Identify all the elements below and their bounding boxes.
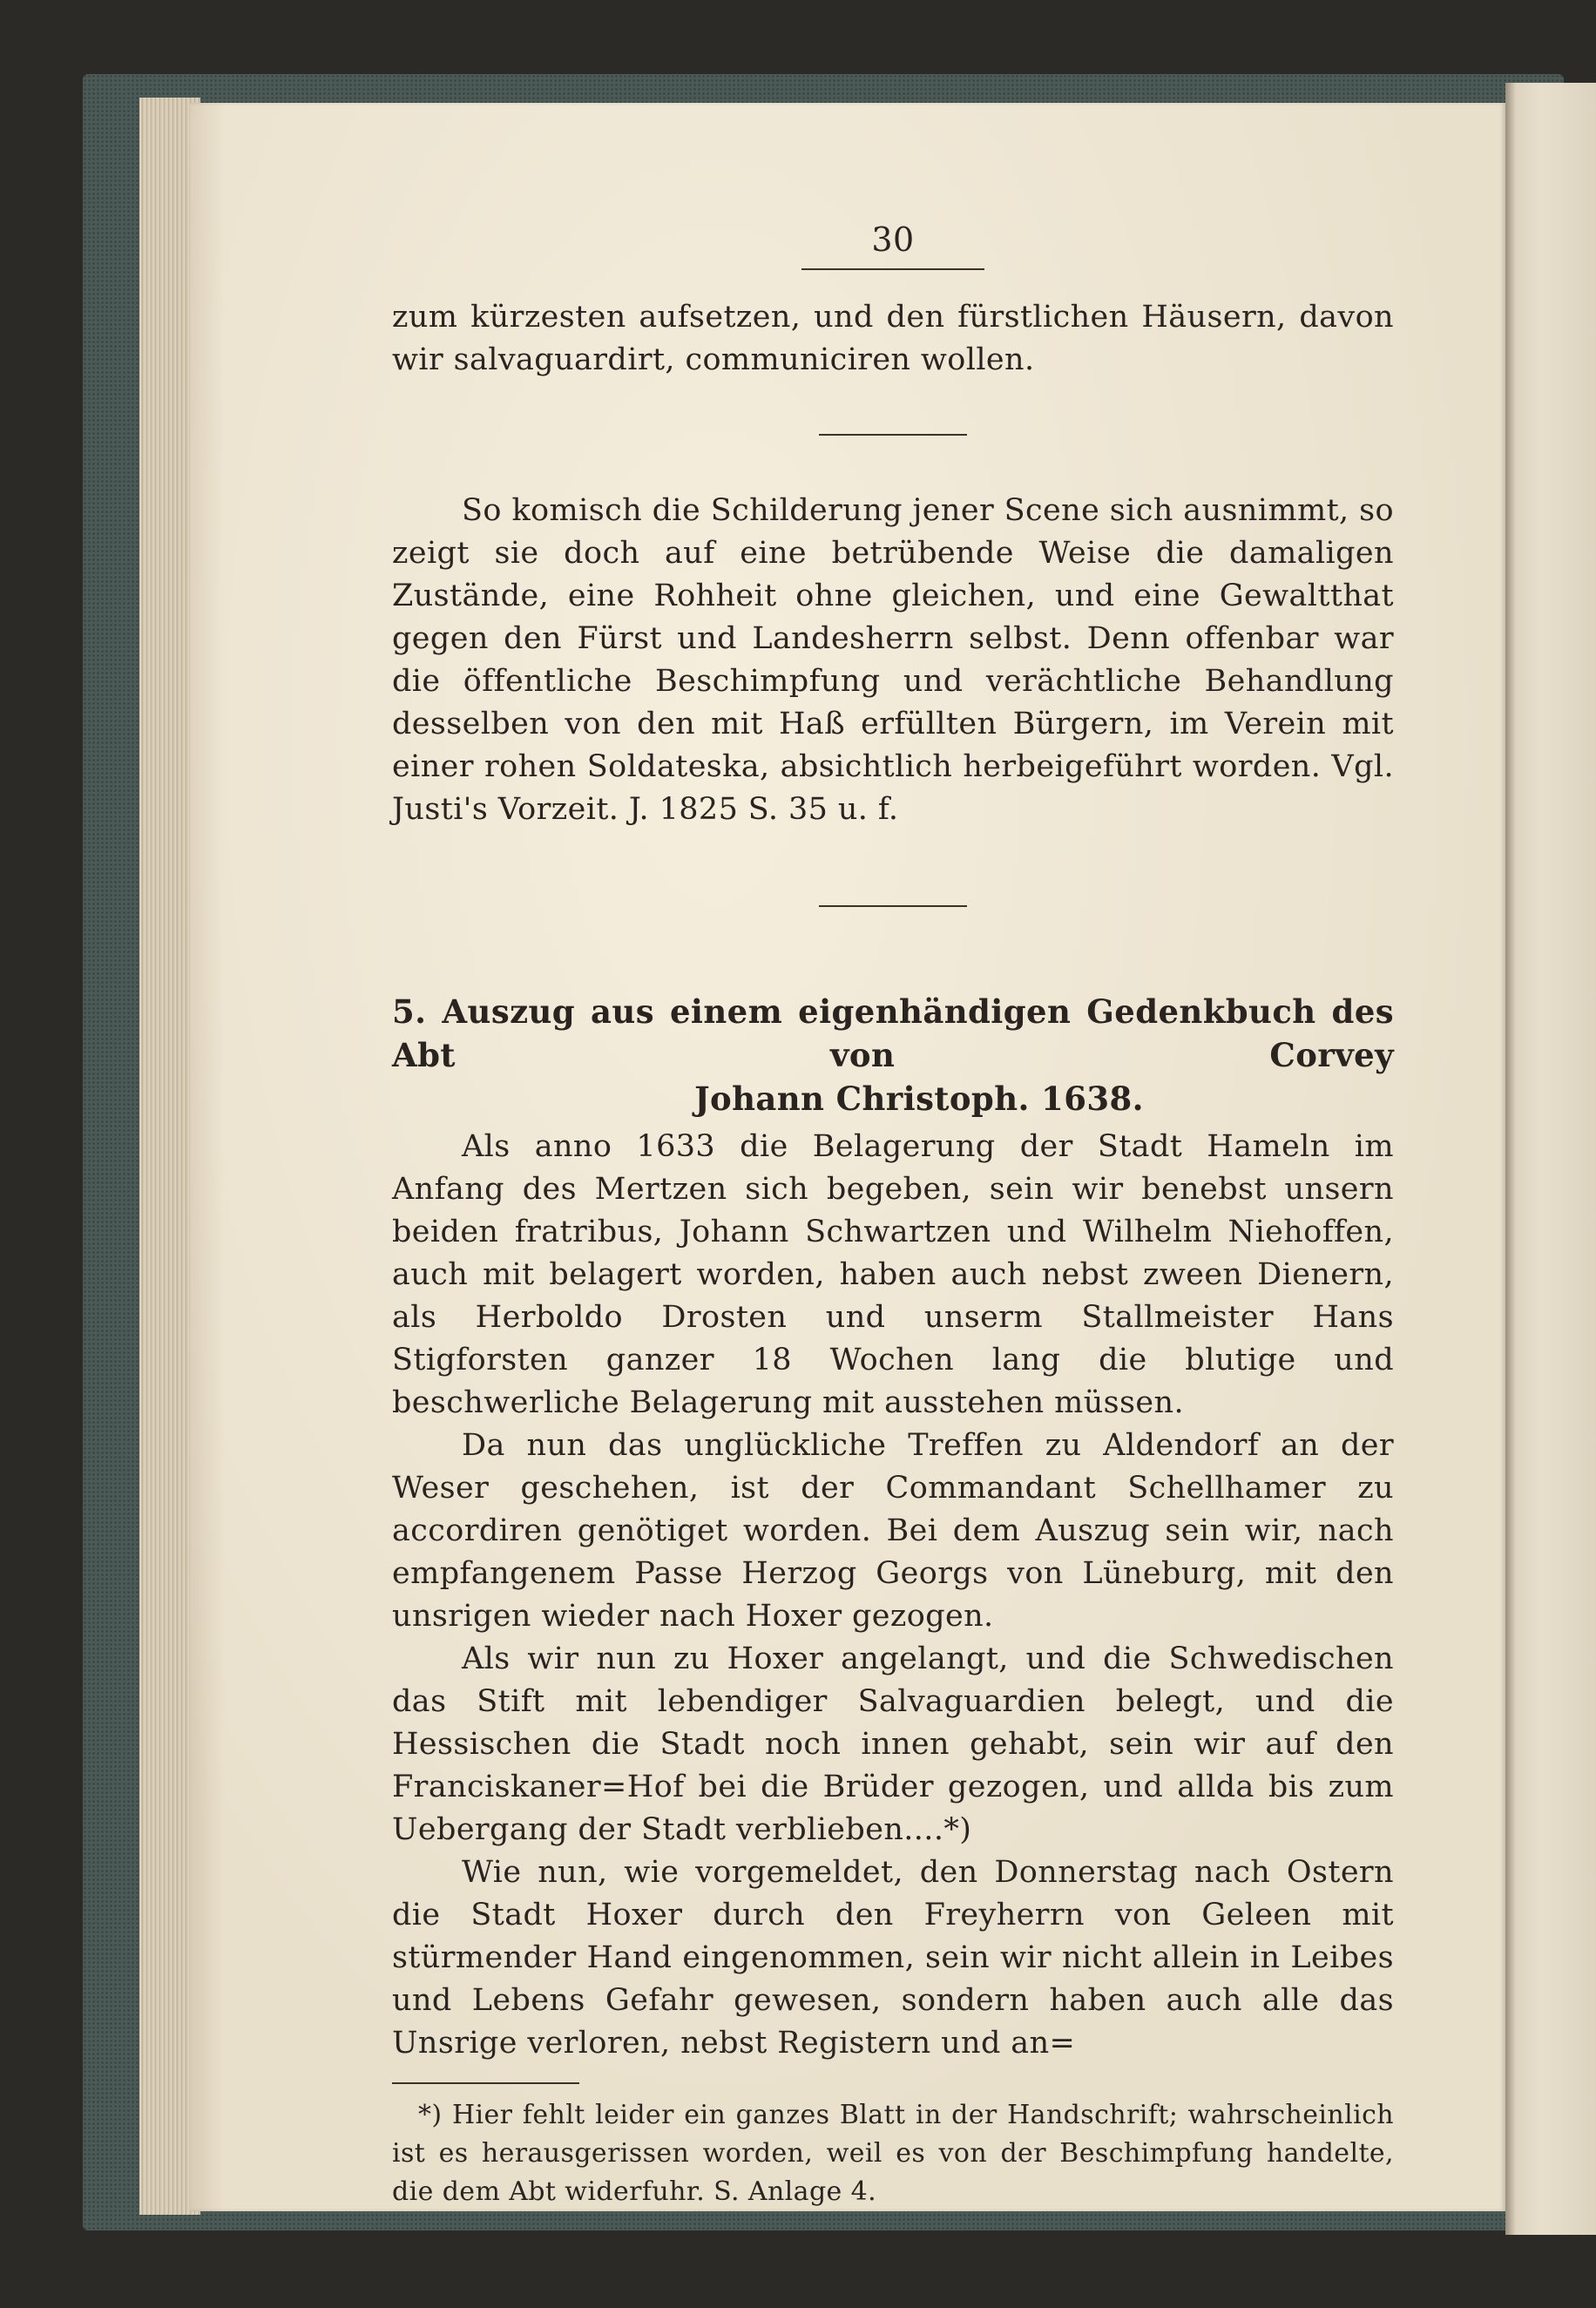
continuation-paragraph: zum kürzesten aufsetzen, und den fürstlichen Häusern, davon wir salvaguardirt, communiciren wollen.: [392, 300, 1394, 377]
section-heading-line-1: 5. Auszug aus einem eigenhändigen Gedenkbuch des Abt von Corvey: [392, 992, 1394, 1074]
footnote-rule: [392, 2082, 579, 2084]
body-paragraph: Als wir nun zu Hoxer angelangt, und die Schwedischen das Stift mit lebendiger Salvaguardien belegt, und die Hessischen die Stadt noch innen gehabt, sein wir auf den Franciskaner=Hof bei die Brüder gezogen, und allda bis zum Uebergang der Stadt verblieben....*): [392, 1641, 1394, 1847]
section-heading: [392, 990, 1394, 1120]
section-separator: [819, 434, 967, 436]
footnote: *) Hier fehlt leider ein ganzes Blatt in der Handschrift; wahrscheinlich ist es herausgerissen worden, weil es von der Beschimpfung handelte, die dem Abt widerfuhr. S. Anlage 4.: [392, 2100, 1394, 2207]
body-paragraph: Da nun das unglückliche Treffen zu Aldendorf an der Weser geschehen, ist der Commandant Schellhamer zu accordiren genötiget worden. Bei dem Auszug sein wir, nach empfangenem Passe Herzog Georgs von Lüneburg, mit den unsrigen wieder nach Hoxer gezogen.: [392, 1428, 1394, 1634]
body-paragraph: Als anno 1633 die Belagerung der Stadt Hameln im Anfang des Mertzen sich begeben, sein wir benebst unsern beiden fratribus, Johann Schwartzen und Wilhelm Niehoffen, auch mit belagert worden, haben auch nebst zween Dienern, als Herboldo Drosten und unserm Stallmeister Hans Stigforsten ganzer 18 Wochen lang die blutige und beschwerliche Belagerung mit ausstehen müssen.: [392, 1129, 1394, 1420]
header-rule: [801, 268, 984, 270]
section-separator: [819, 905, 967, 907]
page-text-block: [392, 218, 1394, 2211]
page-number: 30: [871, 220, 915, 259]
commentary-paragraph: So komisch die Schilderung jener Scene sich ausnimmt, so zeigt sie doch auf eine betrübende Weise die damaligen Zustände, eine Rohheit ohne gleichen, und eine Gewaltthat gegen den Fürst und Landesherrn selbst. Denn offenbar war die öffentliche Beschimpfung und verächtliche Behandlung desselben von den mit Haß erfüllten Bürgern, im Verein mit einer rohen Soldateska, absichtlich herbeigeführt worden. Vgl. Justi's Vorzeit. J. 1825 S. 35 u. f.: [392, 493, 1394, 827]
section-heading-line-2: Johann Christoph. 1638.: [694, 1080, 1144, 1118]
body-paragraph: Wie nun, wie vorgemeldet, den Donnerstag nach Ostern die Stadt Hoxer durch den Freyherrn von Geleen mit stürmender Hand eingenommen, sein wir nicht allein in Leibes und Lebens Gefahr gewesen, sondern haben auch alle das Unsrige verloren, nebst Registern und an=: [392, 1855, 1394, 2061]
facing-page: [1505, 83, 1596, 2235]
